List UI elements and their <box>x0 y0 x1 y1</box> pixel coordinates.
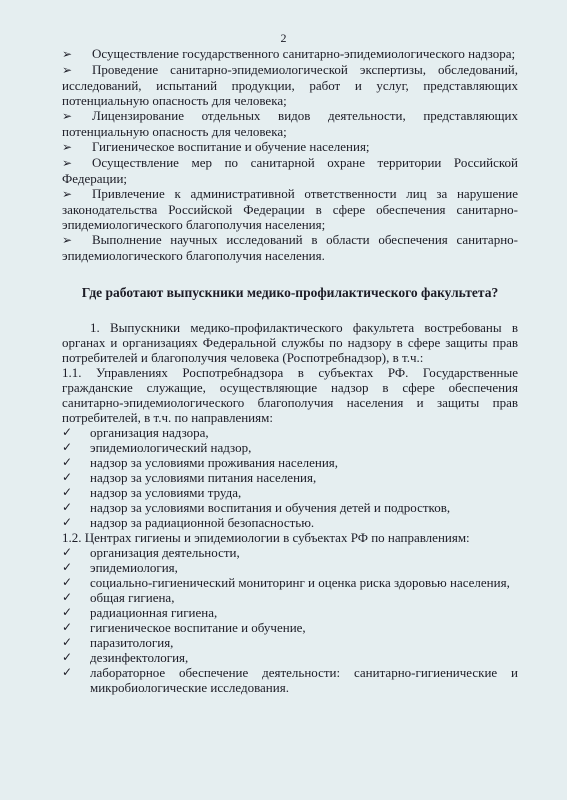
function-item: ➢ Лицензирование отдельных видов деятельности, представляющих потенциальную опасность для человека; <box>62 108 518 139</box>
list-item: ✓ организация надзора, <box>62 425 209 440</box>
function-item: ➢ Проведение санитарно-эпидемиологической экспертизы, обследований, исследований, испытаний продукции, работ и услуг, представляющих потенциальную опасность для человека; <box>62 62 518 108</box>
list-item: ✓ дезинфектология, <box>62 650 189 665</box>
checkmark-icon: ✓ <box>62 650 73 664</box>
paragraph-1-1: 1.1. Управлениях Роспотребнадзора в субъектах РФ. Государственные гражданские служащие, осуществляющие надзор в сфере обеспечения санитарно-эпидемиологического благополучия населения и защиты прав потребителей, в т.ч. по направлениям: <box>62 365 518 425</box>
list-item: ✓ надзор за радиационной безопасностью. <box>62 515 315 530</box>
checkmark-icon: ✓ <box>62 590 73 604</box>
checkmark-icon: ✓ <box>62 545 73 559</box>
list-item: ✓ организация деятельности, <box>62 545 240 560</box>
checkmark-icon: ✓ <box>62 440 73 454</box>
checkmark-icon: ✓ <box>62 500 73 514</box>
checkmark-icon: ✓ <box>62 485 73 499</box>
function-item: ➢ Выполнение научных исследований в области обеспечения санитарно-эпидемиологического благополучия населения. <box>62 232 518 263</box>
paragraph-1-2: 1.2. Центрах гигиены и эпидемиологии в субъектах РФ по направлениям: <box>62 530 470 545</box>
list-item: ✓ эпидемиология, <box>62 560 178 575</box>
checkmark-icon: ✓ <box>62 620 73 634</box>
list-item: ✓ социально-гигиенический мониторинг и оценка риска здоровью населения, <box>62 575 510 590</box>
list-item: ✓ надзор за условиями труда, <box>62 485 242 500</box>
list-item: ✓ надзор за условиями питания населения, <box>62 470 317 485</box>
arrow-bullet-icon: ➢ <box>62 156 73 170</box>
arrow-bullet-icon: ➢ <box>62 140 73 154</box>
function-item: ➢ Гигиеническое воспитание и обучение населения; <box>62 139 370 154</box>
function-item: ➢ Осуществление государственного санитарно-эпидемиологического надзора; <box>62 46 516 61</box>
functions-list <box>62 46 518 263</box>
arrow-bullet-icon: ➢ <box>62 187 73 201</box>
list-item: ✓ паразитология, <box>62 635 174 650</box>
function-item: ➢ Привлечение к административной ответственности лиц за нарушение законодательства Российской Федерации в сфере обеспечения санитарно-эпидемиологического благополучия населения; <box>62 186 518 232</box>
list-item: ✓ эпидемиологический надзор, <box>62 440 252 455</box>
directions-list-1-1 <box>62 425 518 530</box>
list-item: ✓ гигиеническое воспитание и обучение, <box>62 620 306 635</box>
checkmark-icon: ✓ <box>62 635 73 649</box>
arrow-bullet-icon: ➢ <box>62 63 73 77</box>
arrow-bullet-icon: ➢ <box>62 233 73 247</box>
page-number: 2 <box>280 31 287 45</box>
checkmark-icon: ✓ <box>62 470 73 484</box>
checkmark-icon: ✓ <box>62 560 73 574</box>
checkmark-icon: ✓ <box>62 515 73 529</box>
list-item: ✓ надзор за условиями проживания населения, <box>62 455 339 470</box>
arrow-bullet-icon: ➢ <box>62 109 73 123</box>
list-item: ✓ общая гигиена, <box>62 590 175 605</box>
checkmark-icon: ✓ <box>62 575 73 589</box>
checkmark-icon: ✓ <box>62 455 73 469</box>
arrow-bullet-icon: ➢ <box>62 47 73 61</box>
directions-list-1-2 <box>62 545 518 695</box>
list-item: ✓ лабораторное обеспечение деятельности: санитарно-гигиенические и микробиологические исследования. <box>62 665 518 695</box>
list-item: ✓ надзор за условиями воспитания и обучения детей и подростков, <box>62 500 451 515</box>
checkmark-icon: ✓ <box>62 425 73 439</box>
paragraph-1: 1. Выпускники медико-профилактического факультета востребованы в органах и организациях Федеральной службы по надзору в сфере защиты прав потребителей и благополучия человека (Роспотребнадзор), в т.ч.: <box>62 320 518 365</box>
checkmark-icon: ✓ <box>62 665 73 679</box>
page-content <box>62 46 518 695</box>
function-item: ➢ Осуществление мер по санитарной охране территории Российской Федерации; <box>62 155 518 186</box>
checkmark-icon: ✓ <box>62 605 73 619</box>
list-item: ✓ радиационная гигиена, <box>62 605 218 620</box>
section-heading: Где работают выпускники медико-профилактического факультета? <box>81 285 499 300</box>
